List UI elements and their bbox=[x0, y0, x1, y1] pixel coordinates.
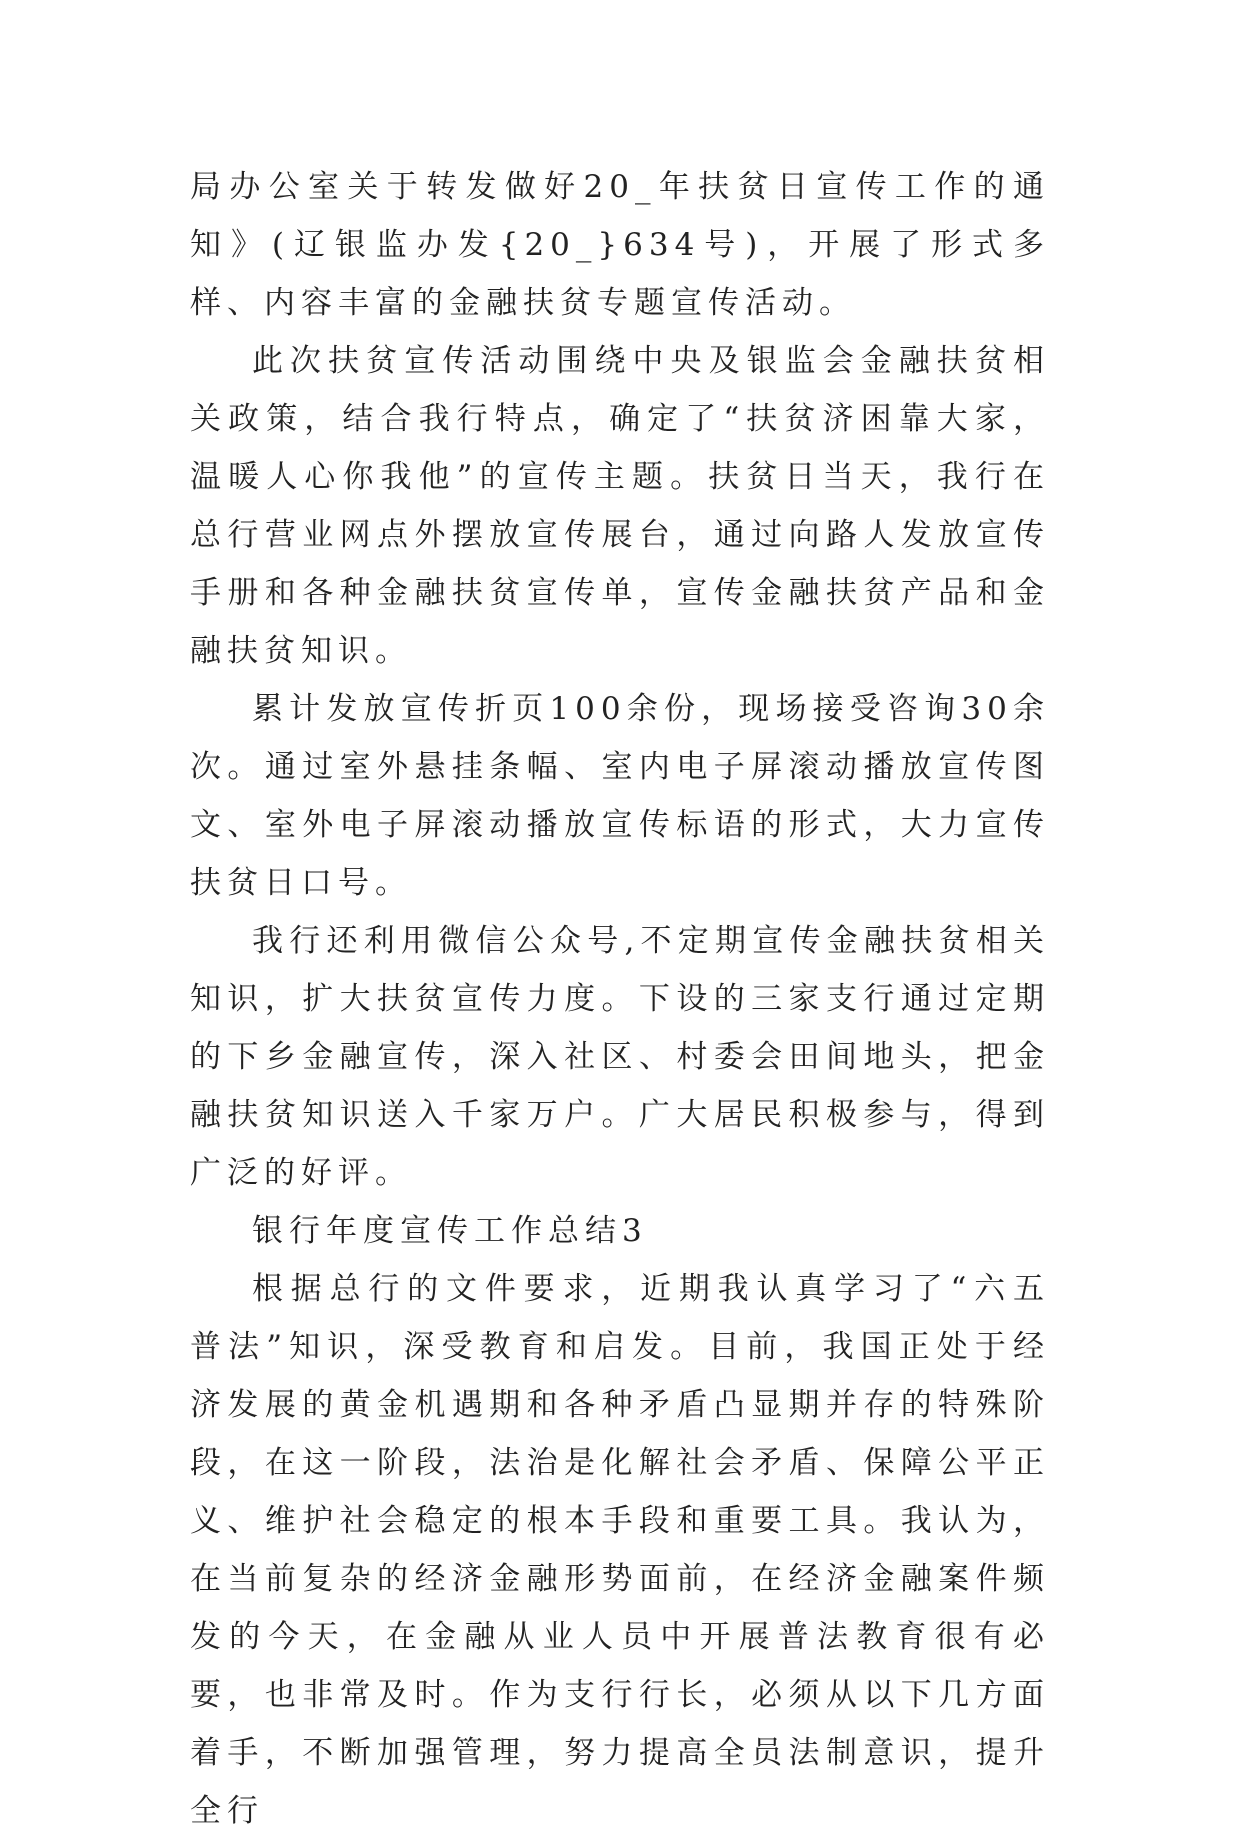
paragraph-publicity-theme: 此次扶贫宣传活动围绕中央及银监会金融扶贫相关政策，结合我行特点，确定了“扶贫济困靠大家，温暖人心你我他”的宣传主题。扶贫日当天，我行在总行营业网点外摆放宣传展台，通过向路人发放宣传手册和各种金融扶贫宣传单，宣传金融扶贫产品和金融扶贫知识。 bbox=[190, 343, 1050, 669]
paragraph-notice-continuation: 局办公室关于转发做好20_年扶贫日宣传工作的通知》(辽银监办发{20_}634号)，开展了形式多样、内容丰富的金融扶贫专题宣传活动。 bbox=[190, 169, 1050, 321]
paragraph-legal-education: 根据总行的文件要求，近期我认真学习了“六五普法”知识，深受教育和启发。目前，我国正处于经济发展的黄金机遇期和各种矛盾凸显期并存的特殊阶段，在这一阶段，法治是化解社会矛盾、保障公平正义、维护社会稳定的根本手段和重要工具。我认为，在当前复杂的经济金融形势面前，在经济金融案件频发的今天，在金融从业人员中开展普法教育很有必要，也非常及时。作为支行行长，必须从以下几方面着手，不断加强管理，努力提高全员法制意识，提升全行 bbox=[190, 1271, 1050, 1829]
document-body bbox=[190, 158, 1050, 1840]
paragraph-wechat: 我行还利用微信公众号,不定期宣传金融扶贫相关知识，扩大扶贫宣传力度。下设的三家支行通过定期的下乡金融宣传，深入社区、村委会田间地头，把金融扶贫知识送入千家万户。广大居民积极参与，得到广泛的好评。 bbox=[190, 923, 1050, 1191]
paragraph-brochures: 累计发放宣传折页100余份，现场接受咨询30余次。通过室外悬挂条幅、室内电子屏滚动播放宣传图文、室外电子屏滚动播放宣传标语的形式，大力宣传扶贫日口号。 bbox=[190, 691, 1050, 901]
section-heading: 银行年度宣传工作总结3 bbox=[252, 1213, 648, 1249]
